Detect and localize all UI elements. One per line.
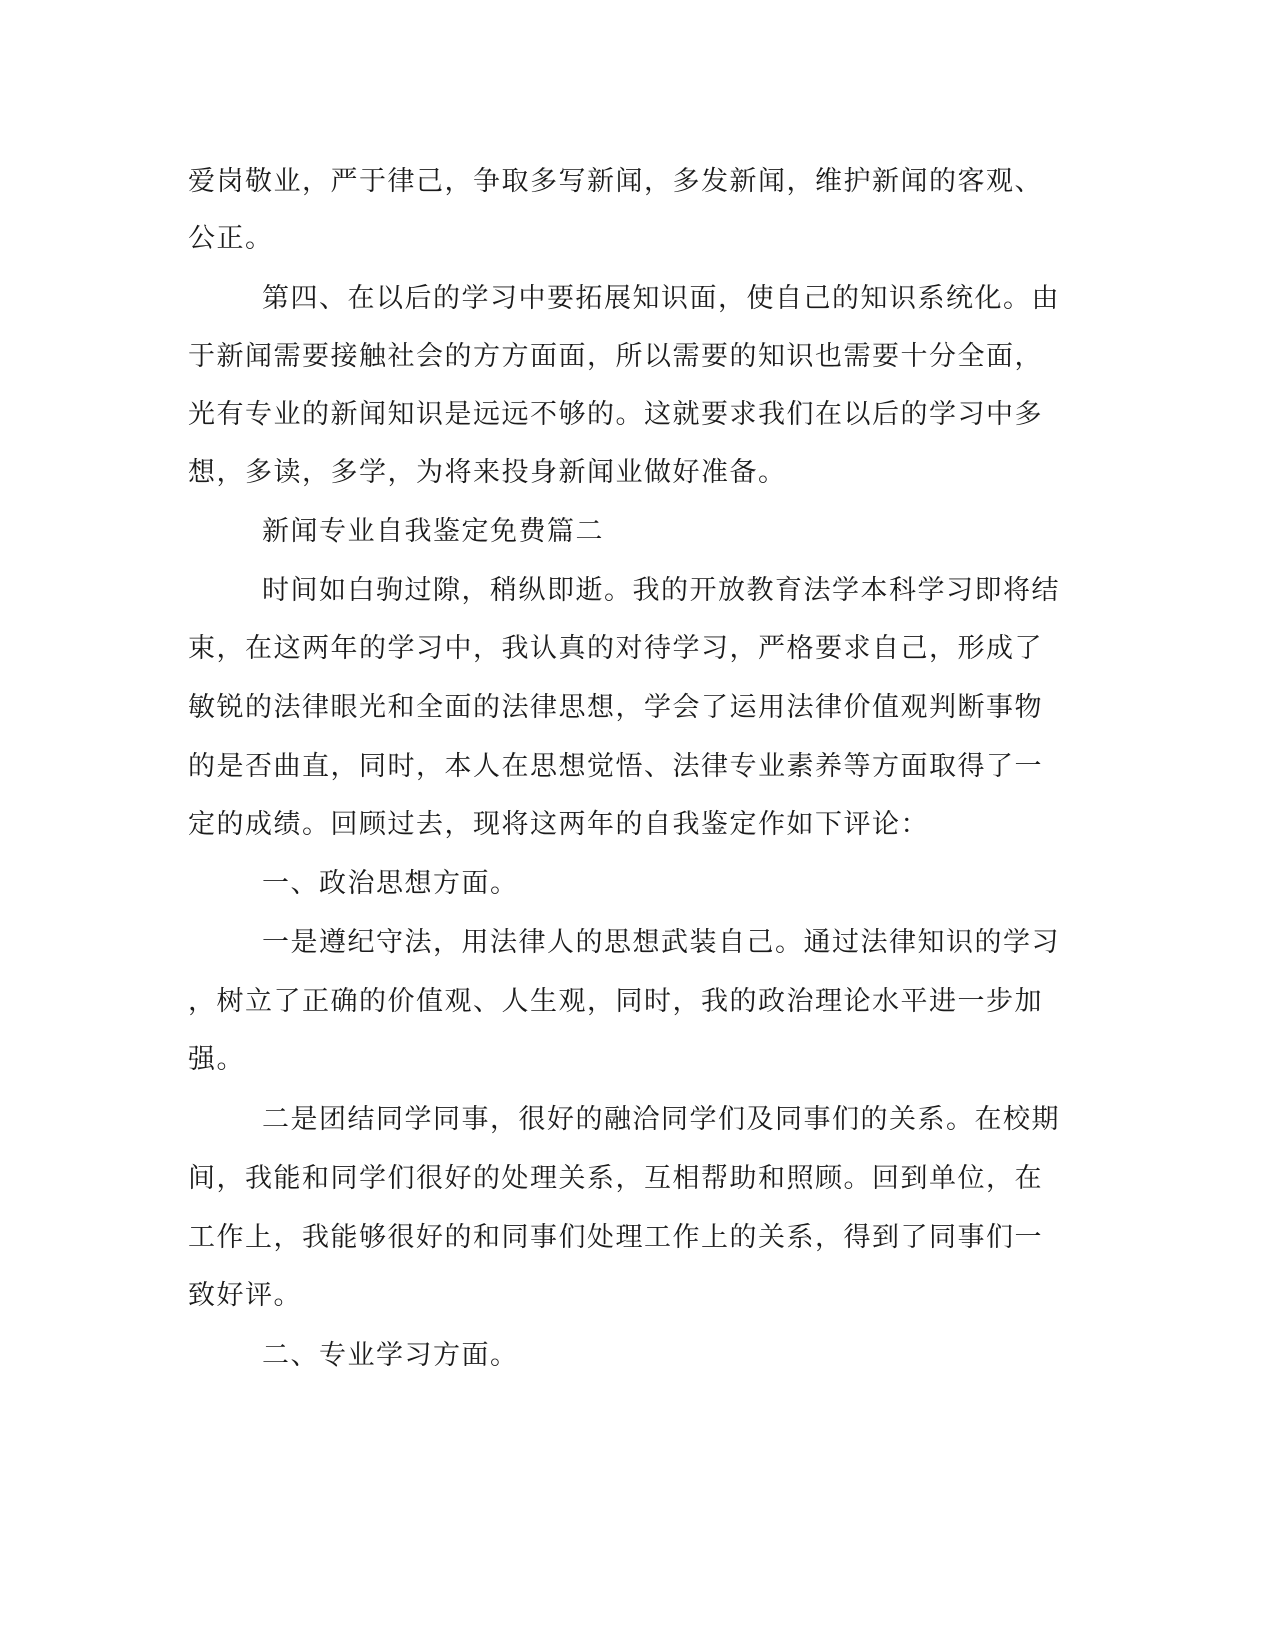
text-line: 于新闻需要接触社会的方方面面，所以需要的知识也需要十分全面， <box>188 341 1043 372</box>
text-line: 强。 <box>188 1044 245 1075</box>
text-line: 间，我能和同学们很好的处理关系，互相帮助和照顾。回到单位，在 <box>188 1163 1043 1194</box>
text-line: 公正。 <box>188 223 274 254</box>
text-line: 第四、在以后的学习中要拓展知识面，使自己的知识系统化。由 <box>262 283 1060 314</box>
text-line: ，树立了正确的价值观、人生观，同时，我的政治理论水平进一步加 <box>188 986 1043 1017</box>
text-line: 想，多读，多学，为将来投身新闻业做好准备。 <box>188 457 787 488</box>
text-line: 敏锐的法律眼光和全面的法律思想，学会了运用法律价值观判断事物 <box>188 692 1043 723</box>
text-line: 时间如白驹过隙，稍纵即逝。我的开放教育法学本科学习即将结 <box>262 575 1060 606</box>
section-heading: 新闻专业自我鉴定免费篇二 <box>262 516 604 547</box>
text-line: 束，在这两年的学习中，我认真的对待学习，严格要求自己，形成了 <box>188 633 1043 664</box>
text-line: 定的成绩。回顾过去，现将这两年的自我鉴定作如下评论： <box>188 809 929 840</box>
subsection-heading: 一、政治思想方面。 <box>262 868 519 899</box>
text-line: 爱岗敬业，严于律己，争取多写新闻，多发新闻，维护新闻的客观、 <box>188 166 1043 197</box>
text-line: 致好评。 <box>188 1280 302 1311</box>
text-line: 二是团结同学同事，很好的融洽同学们及同事们的关系。在校期 <box>262 1104 1060 1135</box>
subsection-heading: 二、专业学习方面。 <box>262 1340 519 1371</box>
text-line: 光有专业的新闻知识是远远不够的。这就要求我们在以后的学习中多 <box>188 399 1043 430</box>
text-line: 工作上，我能够很好的和同事们处理工作上的关系，得到了同事们一 <box>188 1222 1043 1253</box>
text-line: 的是否曲直，同时，本人在思想觉悟、法律专业素养等方面取得了一 <box>188 751 1043 782</box>
text-line: 一是遵纪守法，用法律人的思想武装自己。通过法律知识的学习 <box>262 927 1060 958</box>
